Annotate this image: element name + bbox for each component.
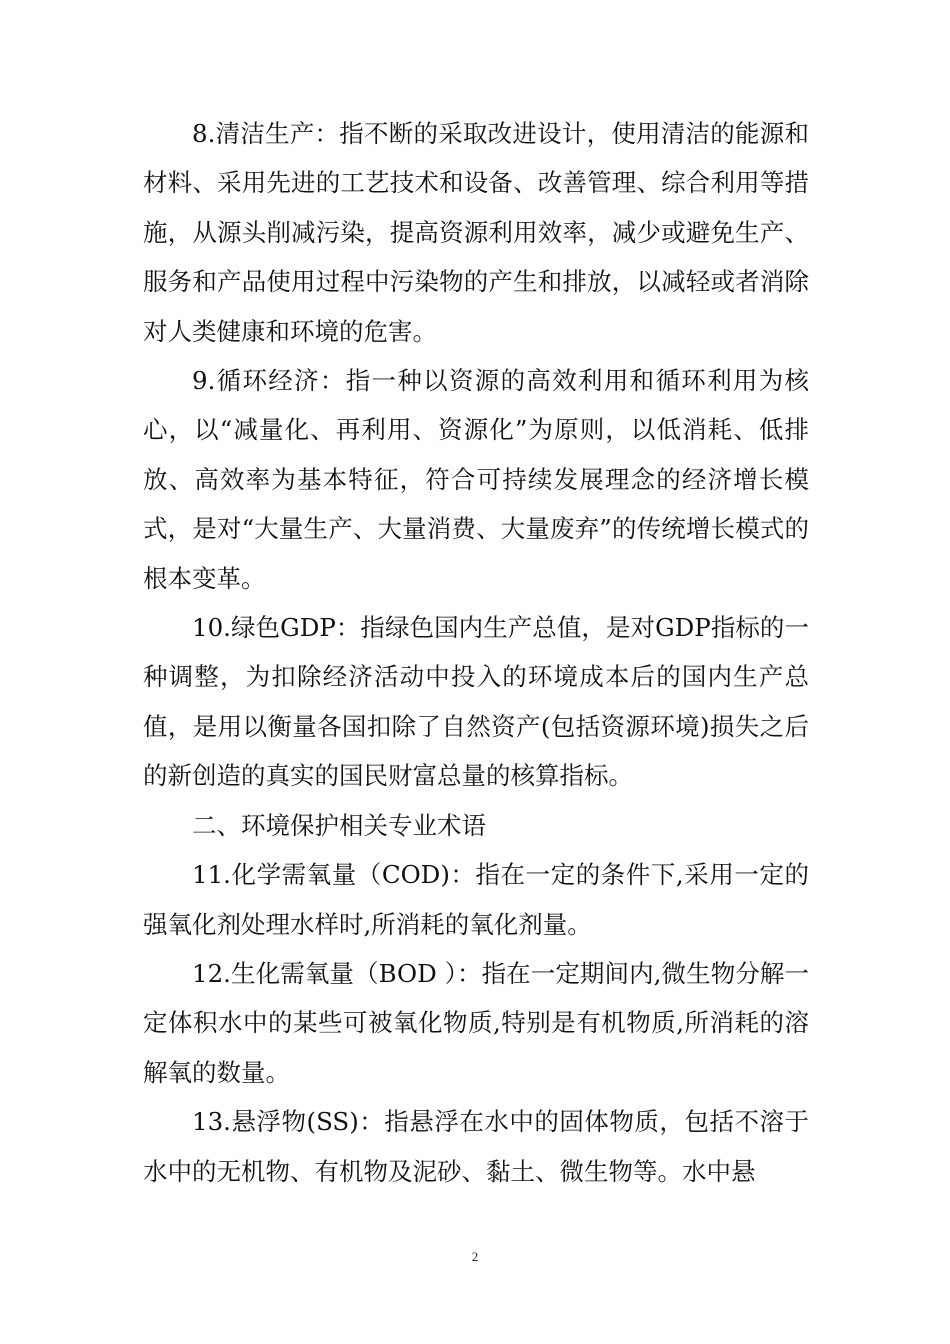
paragraph-circular-economy: 9.循环经济：指一种以资源的高效利用和循环利用为核心，以“减量化、再利用、资源化”为原则，以低消耗、低排放、高效率为基本特征，符合可持续发展理念的经济增长模式，是对“大量生产、大量消费、大量废弃”的传统增长模式的根本变革。 <box>143 366 809 593</box>
paragraph-green-gdp: 10.绿色GDP：指绿色国内生产总值，是对GDP指标的一种调整，为扣除经济活动中投入的环境成本后的国内生产总值，是用以衡量各国扣除了自然资产(包括资源环境)损失之后的新创造的真实的国民财富总量的核算指标。 <box>143 613 809 791</box>
document-body <box>143 109 809 1196</box>
section-heading: 二、环境保护相关专业术语 <box>192 810 486 840</box>
paragraph-suspended-solids: 13.悬浮物(SS)：指悬浮在水中的固体物质，包括不溶于水中的无机物、有机物及泥砂、黏土、微生物等。水中悬 <box>143 1107 809 1186</box>
page-number: 2 <box>471 1249 479 1264</box>
paragraph-cod: 11.化学需氧量（COD)：指在一定的条件下,采用一定的强氧化剂处理水样时,所消耗的氧化剂量。 <box>143 860 809 939</box>
paragraph-clean-production: 8.清洁生产：指不断的采取改进设计，使用清洁的能源和材料、采用先进的工艺技术和设备、改善管理、综合利用等措施，从源头削减污染，提高资源利用效率，减少或避免生产、服务和产品使用过程中污染物的产生和排放，以减轻或者消除对人类健康和环境的危害。 <box>143 119 809 346</box>
paragraph-bod: 12.生化需氧量（BOD ）：指在一定期间内,微生物分解一定体积水中的某些可被氧化物质,特别是有机物质,所消耗的溶解氧的数量。 <box>143 958 809 1087</box>
